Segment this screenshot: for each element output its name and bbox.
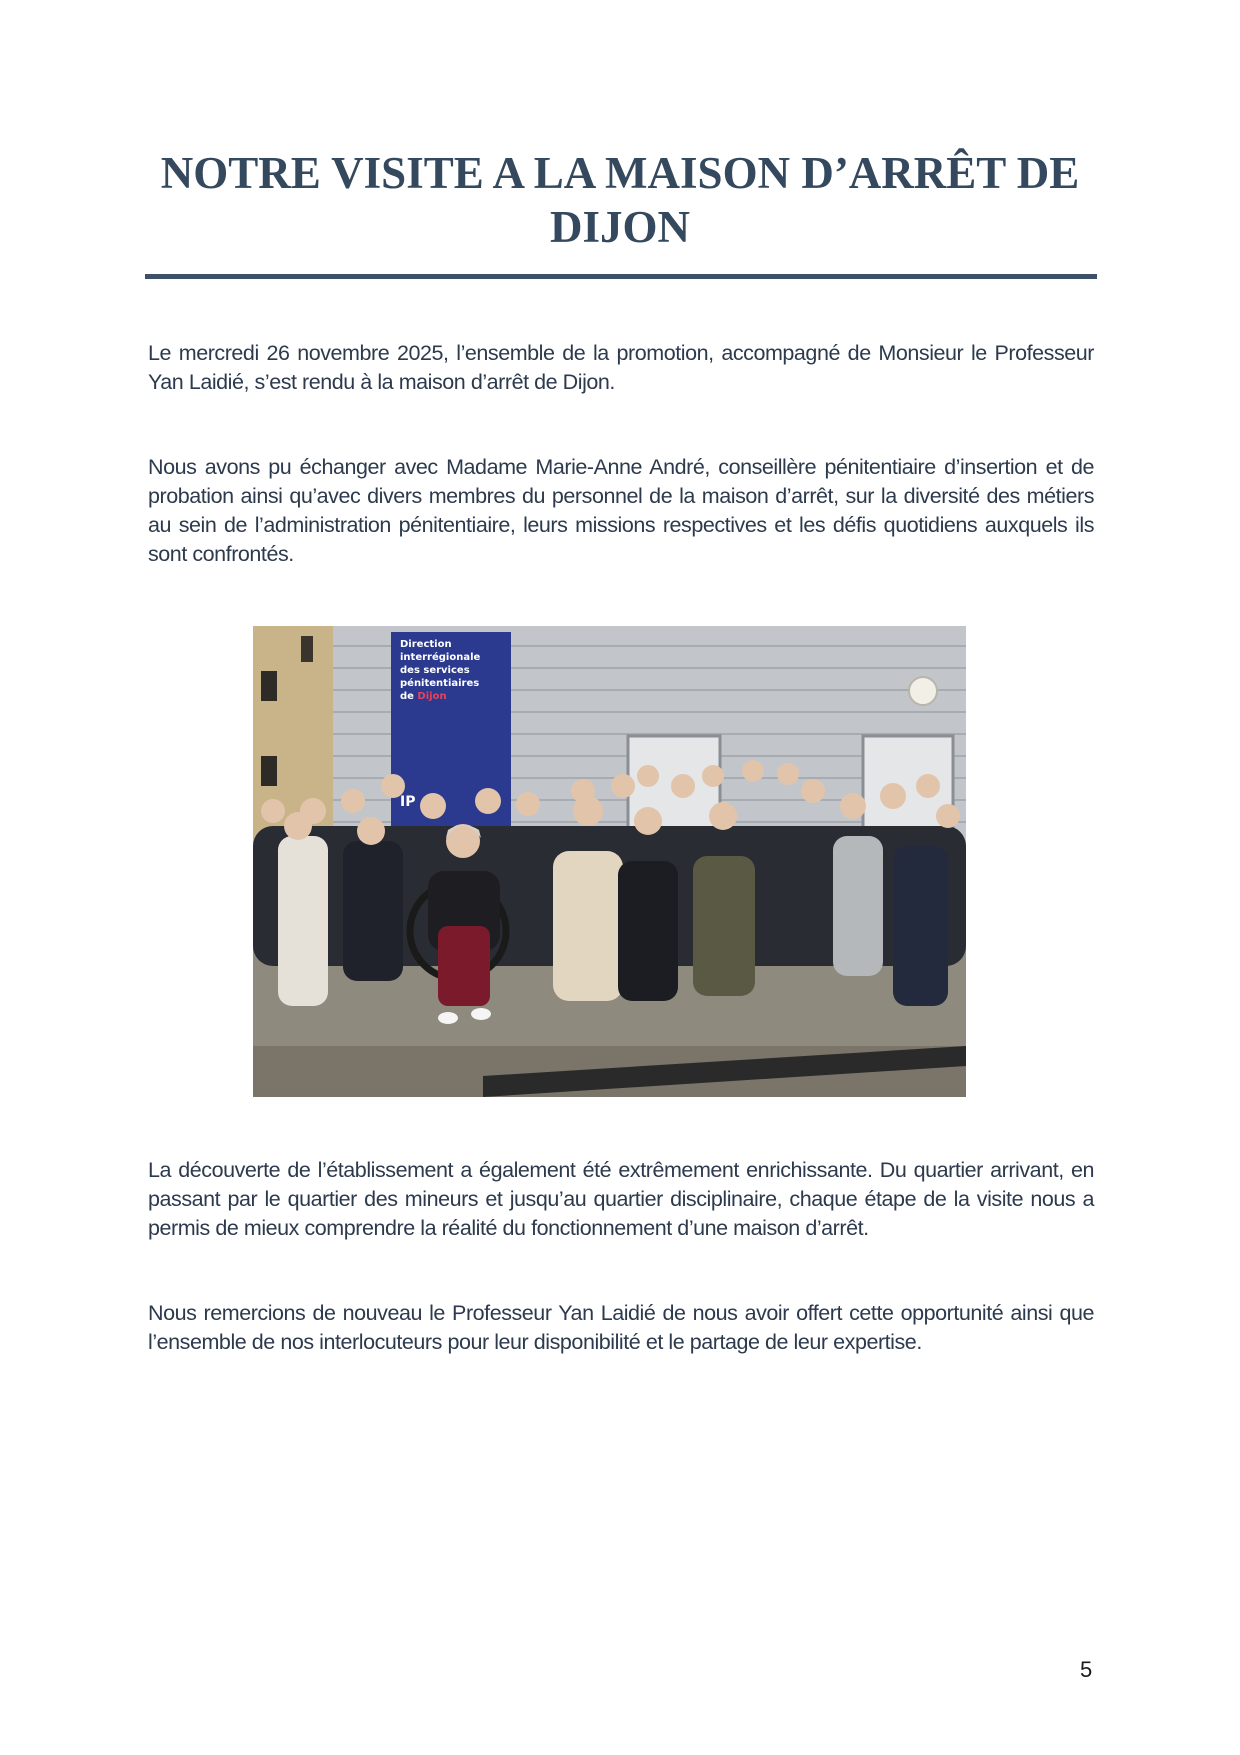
sign-line: de	[400, 691, 418, 702]
sign-line: des services	[400, 665, 470, 676]
paragraph-thanks: Nous remercions de nouveau le Professeur Yan Laidié de nous avoir offert cette opportunité ainsi que l’ensemble de nos interlocuteurs pour leur disponibilité et le partage de leur expertise.	[148, 1301, 1094, 1354]
page-number: 5	[1080, 1657, 1093, 1682]
paragraph-discovery: La découverte de l’établissement a également été extrêmement enrichissante. Du quartier arrivant, en passant par le quartier des mineurs et jusqu’au quartier disciplinaire, chaque étape de la visite nous a permis de mieux comprendre la réalité du fonctionnement d’une maison d’arrêt.	[148, 1158, 1094, 1240]
paragraph-intro: Le mercredi 26 novembre 2025, l’ensemble de la promotion, accompagné de Monsieur le Professeur Yan Laidié, s’est rendu à la maison d’arrêt de Dijon.	[148, 341, 1094, 394]
sign-city: Dijon	[417, 691, 447, 702]
paragraph-exchange: Nous avons pu échanger avec Madame Marie-Anne André, conseillère pénitentiaire d’insertion et de probation ainsi qu’avec divers membres du personnel de la maison d’arrêt, sur la diversité des métiers au sein de l’administration pénitentiaire, leurs missions respectives et les défis quotidiens auxquels ils sont confrontés.	[148, 455, 1094, 566]
sign-line: interrégionale	[400, 652, 481, 663]
sign-footer: IP	[400, 794, 416, 810]
sign-text	[400, 638, 510, 703]
title-divider	[145, 274, 1097, 279]
group-photo-illustration	[253, 626, 966, 1097]
page-title: NOTRE VISITE A LA MAISON D’ARRÊT DE DIJON	[160, 148, 1080, 252]
group-photo	[253, 626, 966, 1097]
sign-line: pénitentiaires	[400, 678, 480, 689]
sign-line: Direction	[400, 639, 452, 650]
